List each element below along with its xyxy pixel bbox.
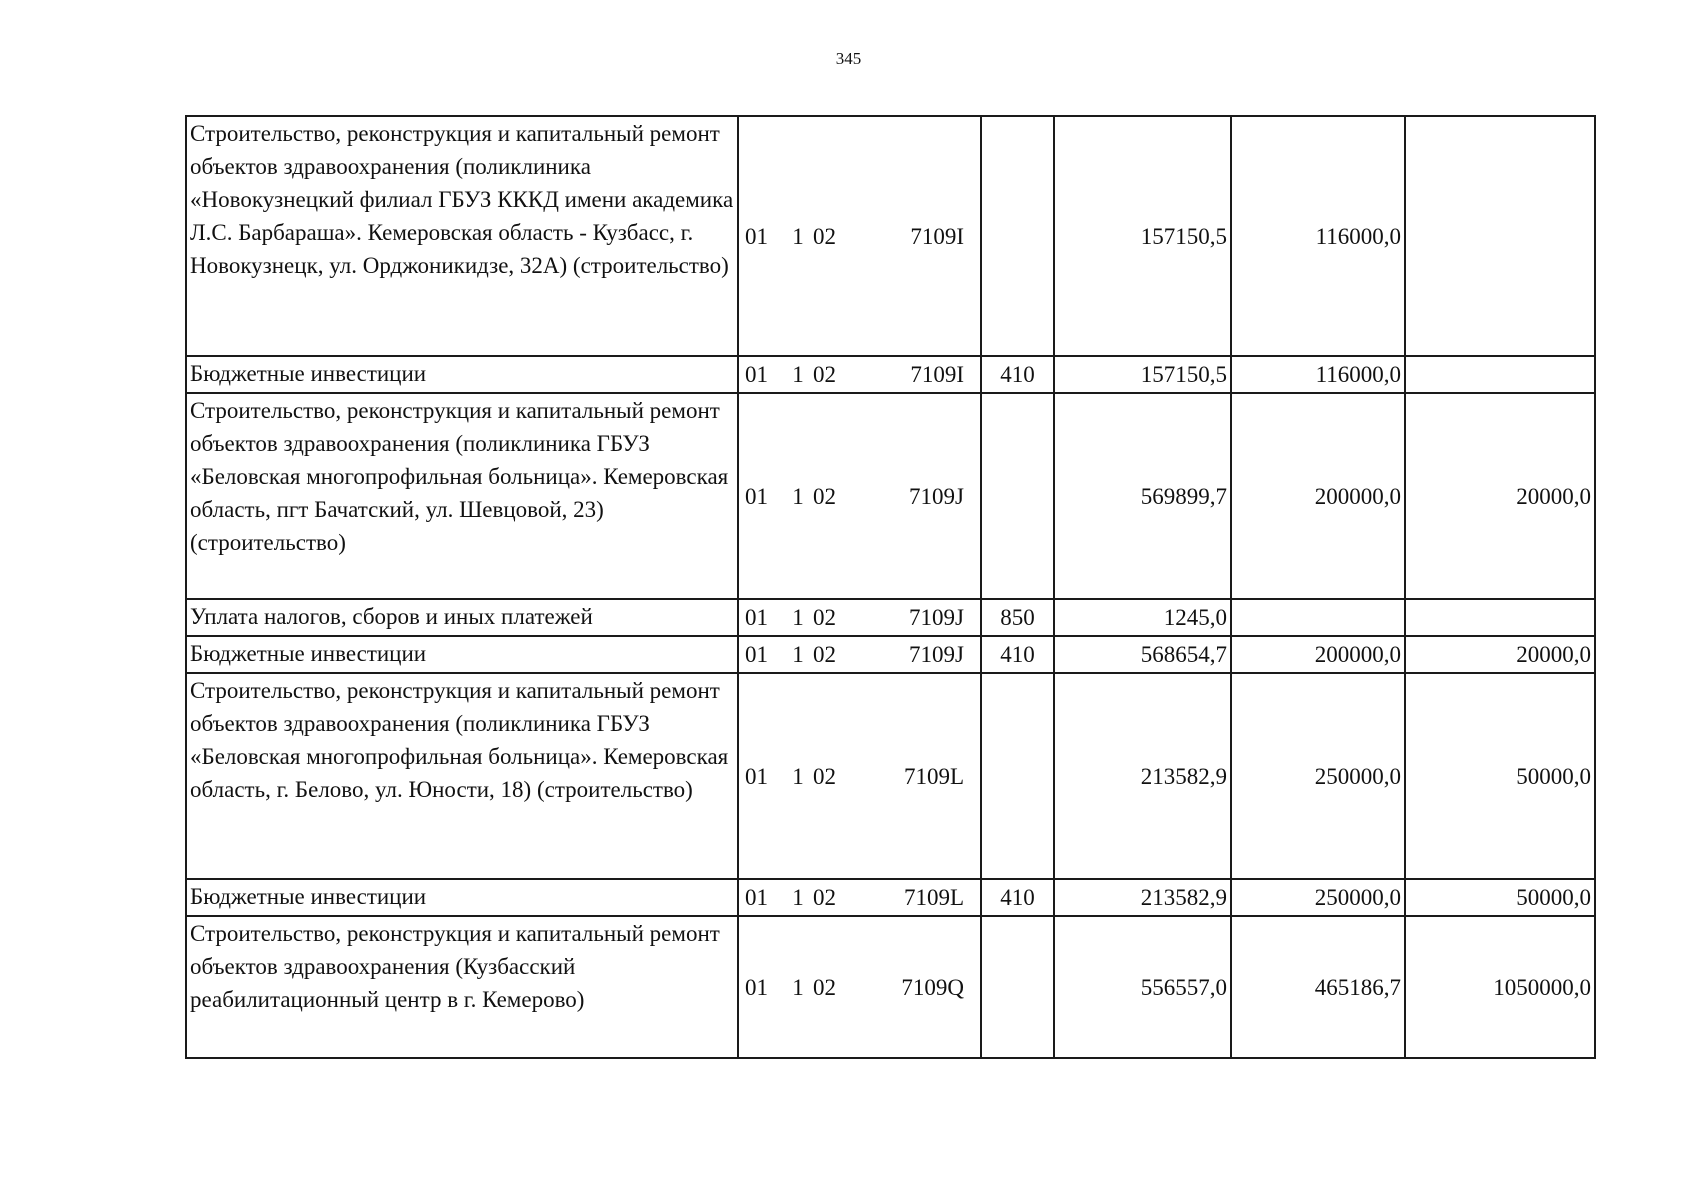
direction-code: 7109L (903, 885, 964, 910)
expense-type-cell: 410 (981, 879, 1054, 916)
year1-amount-cell: 1245,0 (1054, 599, 1231, 636)
table-row (186, 636, 1595, 673)
year1-amount-cell: 569899,7 (1054, 393, 1231, 599)
direction-code: 7109I (910, 223, 964, 249)
year2-amount-cell: 465186,7 (1231, 916, 1405, 1058)
year1-amount-cell: 213582,9 (1054, 673, 1231, 879)
expense-type-cell: 850 (981, 599, 1054, 636)
subprogram-code: 1 (792, 223, 804, 249)
year3-amount-cell (1405, 116, 1595, 356)
main-event-code: 02 (813, 362, 836, 387)
budget-code-cell (738, 636, 981, 673)
budget-table (185, 115, 1596, 1059)
budget-code-cell (738, 116, 981, 356)
budget-code-cell (738, 916, 981, 1058)
expense-type-cell: 410 (981, 356, 1054, 393)
expense-type-cell (981, 116, 1054, 356)
year2-amount-cell (1231, 599, 1405, 636)
year2-amount-cell: 116000,0 (1231, 356, 1405, 393)
year1-amount-cell: 556557,0 (1054, 916, 1231, 1058)
year3-amount-cell (1405, 356, 1595, 393)
direction-code: 7109J (909, 483, 964, 509)
page-number: 345 (835, 49, 862, 68)
row-name-cell: Строительство, реконструкция и капитальный ремонт объектов здравоохранения (поликлиника «Новокузнецкий филиал ГБУЗ КККД имени академика Л.С. Барбараша». Кемеровская область - Кузбасс, г. Новокузнецк, ул. Орджоникидзе, 32А) (строительство) (186, 116, 738, 356)
table-row (186, 393, 1595, 599)
subprogram-code: 1 (792, 483, 804, 509)
program-code: 01 (745, 763, 768, 789)
year3-amount-cell: 20000,0 (1405, 636, 1595, 673)
main-event-code: 02 (813, 223, 836, 249)
budget-code-cell (738, 599, 981, 636)
table-row (186, 356, 1595, 393)
year2-amount-cell: 116000,0 (1231, 116, 1405, 356)
year2-amount-cell: 250000,0 (1231, 673, 1405, 879)
expense-type-cell (981, 393, 1054, 599)
table-row (186, 916, 1595, 1058)
year2-amount-cell: 200000,0 (1231, 636, 1405, 673)
main-event-code: 02 (813, 763, 836, 789)
subprogram-code: 1 (792, 642, 804, 667)
subprogram-code: 1 (792, 885, 804, 910)
subprogram-code: 1 (792, 763, 804, 789)
year1-amount-cell: 213582,9 (1054, 879, 1231, 916)
table-row (186, 116, 1595, 356)
program-code: 01 (745, 974, 768, 1000)
subprogram-code: 1 (792, 362, 804, 387)
budget-code-cell (738, 356, 981, 393)
expense-type-cell (981, 916, 1054, 1058)
main-event-code: 02 (813, 885, 836, 910)
row-name-cell: Бюджетные инвестиции (186, 356, 738, 393)
program-code: 01 (745, 885, 768, 910)
row-name-cell: Бюджетные инвестиции (186, 879, 738, 916)
program-code: 01 (745, 605, 768, 630)
table-row (186, 673, 1595, 879)
year3-amount-cell (1405, 599, 1595, 636)
year2-amount-cell: 200000,0 (1231, 393, 1405, 599)
table-row (186, 879, 1595, 916)
row-name-cell: Строительство, реконструкция и капитальный ремонт объектов здравоохранения (поликлиника ГБУЗ «Беловская многопрофильная больница». Кемеровская область, пгт Бачатский, ул. Шевцовой, 23) (строительство) (186, 393, 738, 599)
year3-amount-cell: 50000,0 (1405, 673, 1595, 879)
year3-amount-cell: 1050000,0 (1405, 916, 1595, 1058)
row-name-cell: Уплата налогов, сборов и иных платежей (186, 599, 738, 636)
budget-code-cell (738, 879, 981, 916)
row-name-cell: Строительство, реконструкция и капитальный ремонт объектов здравоохранения (поликлиника ГБУЗ «Беловская многопрофильная больница». Кемеровская область, г. Белово, ул. Юности, 18) (строительство) (186, 673, 738, 879)
subprogram-code: 1 (792, 605, 804, 630)
expense-type-cell: 410 (981, 636, 1054, 673)
direction-code: 7109J (909, 605, 964, 630)
budget-code-cell (738, 393, 981, 599)
row-name-cell: Бюджетные инвестиции (186, 636, 738, 673)
main-event-code: 02 (813, 642, 836, 667)
direction-code: 7109L (903, 763, 964, 789)
direction-code: 7109Q (901, 974, 964, 1000)
row-name-cell: Строительство, реконструкция и капитальный ремонт объектов здравоохранения (Кузбасский реабилитационный центр в г. Кемерово) (186, 916, 738, 1058)
program-code: 01 (745, 642, 768, 667)
year3-amount-cell: 20000,0 (1405, 393, 1595, 599)
direction-code: 7109J (909, 642, 964, 667)
expense-type-cell (981, 673, 1054, 879)
table-row (186, 599, 1595, 636)
subprogram-code: 1 (792, 974, 804, 1000)
year2-amount-cell: 250000,0 (1231, 879, 1405, 916)
direction-code: 7109I (910, 362, 964, 387)
year1-amount-cell: 568654,7 (1054, 636, 1231, 673)
program-code: 01 (745, 362, 768, 387)
year1-amount-cell: 157150,5 (1054, 356, 1231, 393)
main-event-code: 02 (813, 974, 836, 1000)
main-event-code: 02 (813, 483, 836, 509)
budget-code-cell (738, 673, 981, 879)
year1-amount-cell: 157150,5 (1054, 116, 1231, 356)
year3-amount-cell: 50000,0 (1405, 879, 1595, 916)
program-code: 01 (745, 223, 768, 249)
program-code: 01 (745, 483, 768, 509)
main-event-code: 02 (813, 605, 836, 630)
